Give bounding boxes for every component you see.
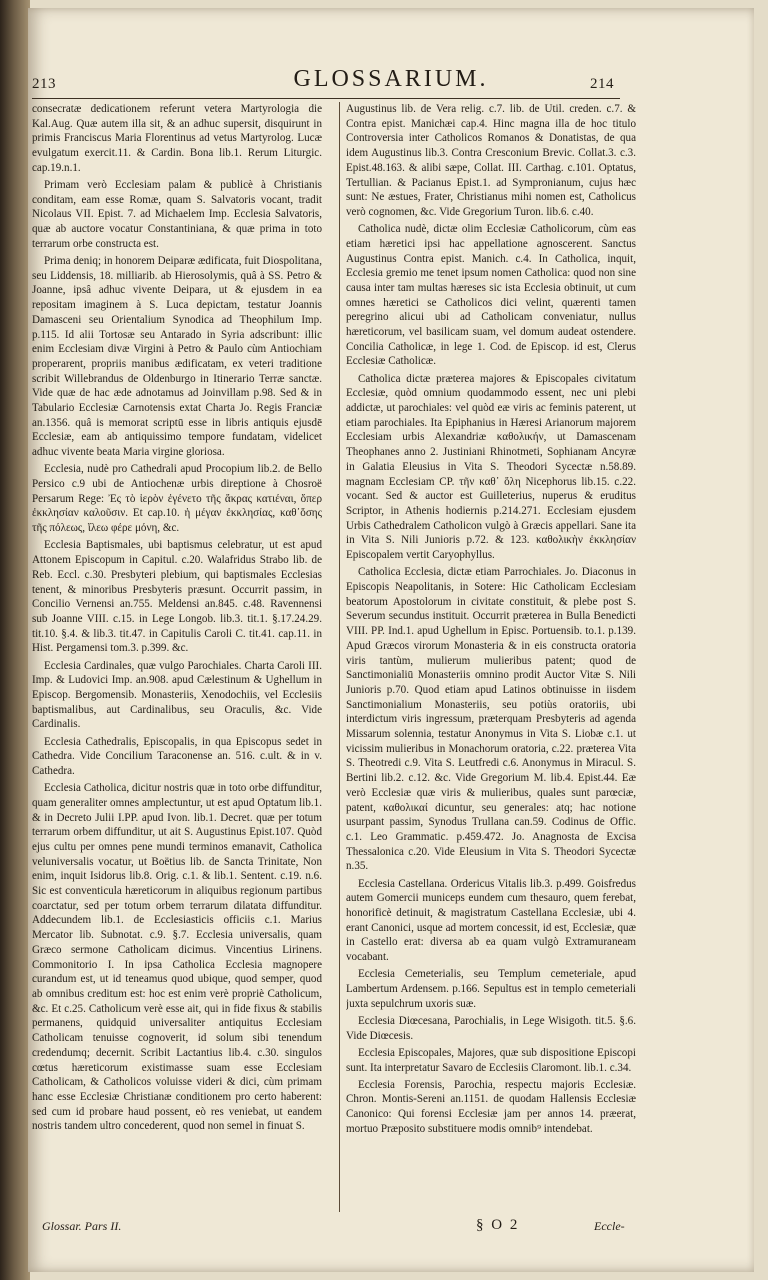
- entry-paragraph: consecratæ dedicationem referunt vetera Martyrologia die Kal.Aug. Quæ autem illa sit, & an adhuc supersit, disquirunt in primis Franciscus Maria Florentinus ad vetus Martyrolog. Lucæ evulgatum exercit.11. & Cardin. Bona lib.1. Rerum Liturgic. cap.19.n.1.: [32, 103, 322, 174]
- entry-paragraph: Catholica nudè, dictæ olim Ecclesiæ Catholicorum, cùm eas etiam hæretici ipsi hac appellatione agnoscerent. Sanctus Augustinus Contra epist. Manich. c.4. In Catholica, inquit, Ecclesia gremio me tenet ipsum nomen Catholica: quod non sine causa inter tam multas hæreses sic ista Ecclesia obtinuit, ut cum omnes hæretici se Catholicos dici velint, quærenti tamen peregrino alicui ubi ad Catholicam conveniatur, nullus hæreticorum, vel basilicam suam, vel domum audeat ostendere. Concilia Catholicæ, in lege 1. Cod. de Episcop. id est, Clerus Ecclesiæ Catholicæ.: [346, 223, 636, 368]
- entry-paragraph: Ecclesia Cemeterialis, seu Templum cemeteriale, apud Lambertum Ardensem. p.166. Sepultus est in templo cemeteriali juxta sepulchrum uxoris suæ.: [346, 968, 636, 1010]
- entry-paragraph: Ecclesia Castellana. Ordericus Vitalis lib.3. p.499. Goisfredus autem Gomercii municeps eundem cum thesauro, quem ferebat, honorificè detinuit, & magistratum Castellana Ecclesiæ, ubi 4. erant Canonici, usque ad mortem concessit, id est, Ecclesiæ, quæ in Castello erat: diversa ab ea quam vulgò Extramuraneam vocabant.: [346, 877, 636, 964]
- entry-paragraph: Ecclesia, nudè pro Cathedrali apud Procopium lib.2. de Bello Persico c.9 ubi de Antiochenæ urbis direptione à Chosroë Persarum Rege: Ἐς τὸ ἱερὸν ἐγένετο τῆς ἄκρας κατιέναι, ὅπερ ἐκκλησίαν καλοῦσιν. Et cap.10. ἡ μέγαν ἐκκλησίας, καθ᾽ὅσης τῆς πόλεως, ἵλεω φέρε μόνη, &c.: [32, 463, 322, 535]
- left-column: [32, 102, 322, 1217]
- entry-paragraph: Prima deniq; in honorem Deiparæ ædificata, fuit Diospolitana, seu Liddensis, 18. milliarib. ab Hierosolymis, quâ à SS. Petro & Joanne, ipsâ adhuc vivente Deipara, ut & ejusdem in ea repositam imaginem à S. Luca depictam, testatur Joannis Damasceni seu Orientalium Synodica ad Theophilum Imp. p.115. Id alii Tortosæ seu Antarado in Syria adscribunt: illic enim Ecclesiam divæ Virgini à Petro & Paulo cùm Antiochiam properarent, propriis manibus ædificatam, ex veteri traditione scribit Willebrandus de Oldenburgo in Itinerario Terræ sanctæ. Vide quæ de hac æde adnotamus ad Joinvillam p.98. Sed & in Tabulario Ecclesiæ Carnotensis extat Charta Jo. Regis Franciæ an.1356. quâ is memorat scriptū esse in libris antiquis ejusdē Ecclesiæ, eam ab antiquissimo tempore fundatam, videlicet adhuc vivente beata Maria virgine gloriosa.: [32, 255, 322, 459]
- book-page: [28, 8, 754, 1272]
- signature-mark: Glossar. Pars II.: [42, 1219, 122, 1233]
- entry-paragraph: Ecclesia Catholica, dicitur nostris quæ in toto orbe diffunditur, quam generaliter omnes amplectuntur, ut est apud Optatum lib.1. & in Decreto Julii I.PP. apud Ivon. lib.1. Decret. quæ per totum terrarum orbem diffunditur, ut ait S. Augustinus Epist.107. Quòd ejus cultu per omnes pene mundi terminos emanavit, Catholica veluniversalis vocatur, ut Boëtius lib. de Sancta Trinitate, Non enim, inquit Isidorus lib.8. Orig. c.1. & lib.1. Sentent. c.19. n.6. Sic est conventicula hæreticorum in aliquibus regionum partibus coarctatur, sed per totum orbem terrarum dilatata diffunditur. Addecundem lib.1. de Ecclesiasticis officiis c.1. Marius Mercator lib. Subnotat. c.9. §.7. Ecclesia universalis, quam Græco sermone Catholicam dicimus. Vincentius Lirinens. Commonitorio I. In ipsa Catholica Ecclesia magnopere curandum est, ut id teneamus quod ubique, quod semper, quod ab omnibus creditum est: hoc est enim verè propriè Catholicum, &c. Et c.25. Catholicum verè esse ait, qui in fide fixus & stabilis permanens, quidquid universaliter antiquitus Ecclesiam Catholicam tenuisse cognoverit, id solum sibi tenendum credendumq; decernit. Scribit Lactantius lib.4. c.30. singulos cœtus hæreticorum existimasse suam esse Ecclesiam Catholicam, & Catholicos voluisse videri & dici, cùm primam hanc esse Ecclesiæ Christianæ conditionem pro certo haberent: sed cum id probare haud possent, eò res veniebat, ut eandem nostris tandem ultro concederent, quod non semel in finuat S.: [32, 782, 322, 1133]
- right-column: [346, 102, 636, 1217]
- book-binding: [0, 0, 30, 1280]
- entry-paragraph: Ecclesia Forensis, Parochia, respectu majoris Ecclesiæ. Chron. Montis-Sereni an.1151. de quodam Hallensis Ecclesiæ Canonico: Qui forensi Ecclesiæ jam per annos 14. præerat, mortuo Præposito substituere modis omnib⁹ intendebat.: [346, 1078, 636, 1135]
- entry-paragraph: Catholica Ecclesia, dictæ etiam Parrochiales. Jo. Diaconus in Episcopis Neapolitanis, in Sotere: Hic Catholicam Ecclesiam beatorum Apostolorum in civitate constituit, & plebe post S. Severum secundus instituit. Occurrit præterea in Bulla Benedicti VIII. PP. Ind.1. apud Ughellum in Episc. Portuensib. to.1. p.139. Apud Græcos virorum Monasteria & in eis constructa oratoria viris tantùm, mulierum mulieribus patent; quod de Sanctimonialiū Monasteriis omnino prodit Auctor Vitæ S. Nili Junioris p.70. Quod etiam apud Latinos obtinuisse in iisdem Sanctimonialium Monasteriis, seu potiùs oratoriis, ubi interdictum viris ingressum, præterquam Presbyteris ad agenda Missarum solennia, testatur Anonymus in Vita S. Liobæ c.1. ut vicissim mulieribus in Monachorum oratoria, c.22. præterea Vita S. Theotredi c.9. Vita S. Leutfredi c.6. Anonymus in Miracul. S. Bertini lib.2. c.12. &c. Vide Gregorium M. lib.4. Epist.44. Eæ verò Ecclesiæ quæ viris & mulieribus, quales sunt parœciæ, patent, καθολικαί dicuntur, seu generales: atq; hac notione usurpant passim, Synodus Trullana can.59. Codinus de Offic. c.1. Leo Grammatic. p.459.472. Jo. Anagnosta de Excisa Thessalonica c.20. Vide Eleusium in Vita S. Theodori Sycectæ n.35.: [346, 566, 636, 873]
- entry-paragraph: Ecclesia Cathedralis, Episcopalis, in qua Episcopus sedet in Cathedra. Vide Concilium Taraconense an. 516. c.ult. & in v. Cathedra.: [32, 735, 322, 777]
- page-number-right: 214: [590, 76, 614, 92]
- entry-paragraph: Ecclesia Baptismales, ubi baptismus celebratur, ut est apud Attonem Episcopum in Capitul. c.20. Walafridus Strabo lib. de Reb. Eccl. c.30. Presbyteri plebium, qui baptismales Ecclesias tenent, & minoribus Presbyteris præsunt. Occurrit passim, in Concilio Vernensi an.755. Meldensi an.845. c.48. Ravennensi sub Joanne VIII. c.15. in Lege Longob. lib.3. tit.1. §.17.24.29. tit.10. §.4. & lib.3. tit.47. in Capitulis Caroli C. tit.41. cap.11. in Hist. Pergamensi tom.3. p.399. &c.: [32, 539, 322, 655]
- entry-paragraph: Ecclesia Diœcesana, Parochialis, in Lege Wisigoth. tit.5. §.6. Vide Diœcesis.: [346, 1014, 636, 1042]
- folio-mark: § O 2: [476, 1217, 520, 1233]
- column-divider: [339, 102, 340, 1212]
- catchword: Eccle-: [594, 1219, 625, 1233]
- running-title: GLOSSARIUM.: [293, 66, 489, 92]
- entry-paragraph: Primam verò Ecclesiam palam & publicè à Christianis conditam, eam esse Romæ, quam S. Salvatoris vocant, tradit Nicolaus VII. Epist. 7. ad Michaelem Imp. Ecclesia Salvatoris, quæ ab auctore vocatur Constantiniana, & quæ prima in toto terrarum orbe constructa est.: [32, 179, 322, 250]
- page-header: [28, 66, 754, 100]
- page-footer: [28, 1219, 754, 1241]
- entry-paragraph: Ecclesia Episcopales, Majores, quæ sub dispositione Episcopi sunt. Ita interpretatur Savaro de Ecclesiis Claromont. lib.1. c.34.: [346, 1046, 636, 1074]
- header-rule: [32, 98, 620, 99]
- entry-paragraph: Ecclesia Cardinales, quæ vulgo Parochiales. Charta Caroli III. Imp. & Ludovici Imp. an.908. apud Cælestinum & Ughellum in Episcop. Bergomensib. Monasteriis, Xenodochiis, vel Ecclesiis baptismalibus, aut Cardinalibus, seu Oraculis, &c. Vide Cardinalis.: [32, 659, 322, 731]
- entry-paragraph: Catholica dictæ præterea majores & Episcopales civitatum Ecclesiæ, quòd omnium quodammodo essent, nec uni plebi addictæ, ut parochiales: vel quòd eæ viris ac feminis paterent, ut etiam parochiales. Ita Epiphanius in Hæresi Arianorum majorem Ecclesiam urbis Alexandriæ καθολικήν, ut Damascenam Theophanes anno 2. Justiniani Rhinotmeti, Sophianam Ancyræ in Galatia Eleusius in Vita S. Theodori Sycectæ n.58.89. magnam Ecclesiam CP. τῆν καθ᾽ ὅλη Nicephorus lib.15. c.22. vocant. Sed & auctor est Guilleterius, nuperus & eruditus Scriptor, in Athenis hodiernis p.214.271. Ecclesiam ejusdem Urbis Cathedralem Catholicon vulgò à Græcis appellari. Sane ita in Vita S. Nili Junioris p.72. & 123. καθολικὴν ἐκκλησίαν Episcopalem vertit Caryophyllus.: [346, 372, 636, 562]
- entry-paragraph: Augustinus lib. de Vera relig. c.7. lib. de Util. creden. c.7. & Contra epist. Manichæi cap.4. Hinc magna illa de hoc titulo Controversia inter Catholicos Romanos & Donatistas, de qua idem Augustinus lib.3. Contra Cresconium Brevic. Collat.3. c.3. Epist.48.163. & alibi sæpe, Collat. III. Carthag. c.101. Optatus, Tertullian. & Pacianus Epist.1. ad Sympronianum, cujus hæc sunt: Ne æstues, Frater, Christianus mihi nomen est, Catholicus verò cognomen, &c. Vide Gregorium Turon. lib.6. c.40.: [346, 103, 636, 218]
- page-number-left: 213: [32, 76, 56, 92]
